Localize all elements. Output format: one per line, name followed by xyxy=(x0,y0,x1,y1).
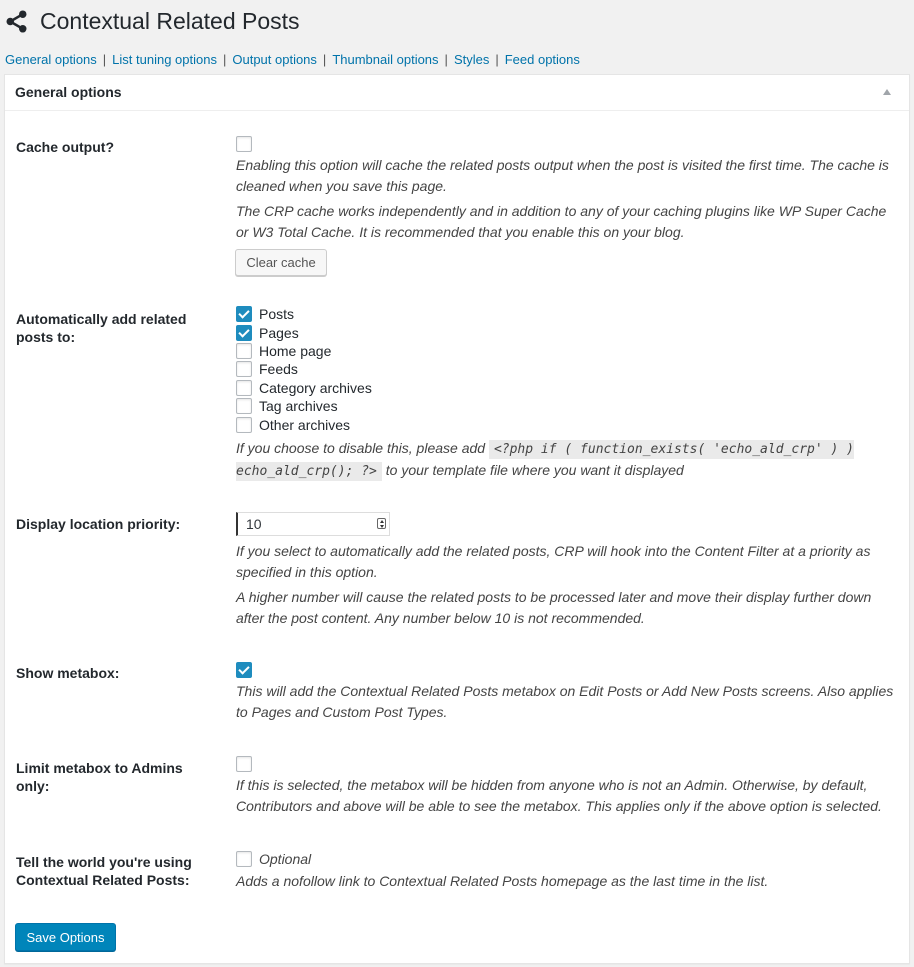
add-to-category-archives-checkbox[interactable] xyxy=(236,380,252,396)
add-to-feeds-checkbox[interactable] xyxy=(236,361,252,377)
cache-independence-description: The CRP cache works independently and in addition to any of your caching plugins like WP Super Cache or W3 Total Cache. It is recommended that you enable this on your blog. xyxy=(236,203,887,240)
tab-separator: | xyxy=(495,52,499,67)
page-title: Contextual Related Posts xyxy=(40,8,300,34)
tab-general-options[interactable]: General options xyxy=(5,52,97,67)
panel-header[interactable] xyxy=(5,75,909,111)
priority-higher-number-description: A higher number will cause the related posts to be processed later and move their display further down after the post content. Any number below 10 is not recommended. xyxy=(236,589,872,626)
tab-separator: | xyxy=(102,52,107,67)
tab-list-tuning-options[interactable]: List tuning options xyxy=(112,52,217,67)
tab-separator: | xyxy=(444,52,448,67)
add-to-pages-checkbox[interactable] xyxy=(236,325,252,341)
tab-separator: | xyxy=(222,52,227,67)
show-metabox-description: This will add the Contextual Related Posts metabox on Edit Posts or Add New Posts screens. Also applies to Pages and Custom Post Types. xyxy=(236,683,894,720)
tab-separator: | xyxy=(322,52,327,67)
tab-output-options[interactable]: Output options xyxy=(232,52,317,67)
priority-label: Display location priority: xyxy=(16,516,181,532)
limit-metabox-checkbox[interactable] xyxy=(236,756,252,772)
cache-output-checkbox[interactable] xyxy=(236,136,252,152)
add-to-feeds-label: Feeds xyxy=(259,361,298,377)
tab-thumbnail-options[interactable]: Thumbnail options xyxy=(332,52,439,67)
auto-add-desc-after: to your template file where you want it displayed xyxy=(385,462,684,478)
add-to-posts-checkbox[interactable] xyxy=(236,306,252,322)
add-to-category-archives-label: Category archives xyxy=(259,380,372,396)
settings-tab-nav xyxy=(5,52,580,67)
show-metabox-checkbox[interactable] xyxy=(236,662,252,678)
add-to-home-page-label: Home page xyxy=(259,343,332,359)
tab-feed-options[interactable]: Feed options xyxy=(504,52,580,67)
tell-world-description: Adds a nofollow link to Contextual Related Posts homepage as the last time in the list. xyxy=(236,873,769,889)
general-options-panel xyxy=(4,74,910,964)
auto-add-desc-before: If you choose to disable this, please add xyxy=(236,440,486,456)
cache-output-label: Cache output? xyxy=(16,139,114,155)
priority-number-input[interactable] xyxy=(236,512,390,536)
priority-description: If you select to automatically add the related posts, CRP will hook into the Content Filter at a priority as specified in this option. xyxy=(236,543,871,580)
save-options-button[interactable]: Save Options xyxy=(15,923,116,951)
show-metabox-label: Show metabox: xyxy=(16,665,120,681)
add-to-pages-label: Pages xyxy=(259,325,299,341)
share-icon xyxy=(4,9,29,34)
auto-add-description xyxy=(236,438,876,482)
limit-metabox-label: Limit metabox to Admins only: xyxy=(16,760,183,794)
limit-metabox-description: If this is selected, the metabox will be hidden from anyone who is not an Admin. Otherwise, by default, Contributors and above will be able to see the metabox. This applies only if the above option is selected. xyxy=(236,777,882,814)
page-header xyxy=(4,4,300,38)
tell-world-label: Tell the world you're using Contextual Related Posts: xyxy=(16,854,192,888)
add-to-other-archives-checkbox[interactable] xyxy=(236,417,252,433)
panel-title: General options xyxy=(15,84,122,100)
clear-cache-button[interactable]: Clear cache xyxy=(235,249,327,276)
tab-styles[interactable]: Styles xyxy=(453,52,490,67)
tell-world-checkbox[interactable] xyxy=(236,851,252,867)
optional-label: Optional xyxy=(259,851,312,867)
cache-output-description: Enabling this option will cache the related posts output when the post is visited the first time. The cache is cleaned when you save this page. xyxy=(236,157,889,194)
auto-add-label: Automatically add related posts to: xyxy=(16,311,187,345)
add-to-tag-archives-label: Tag archives xyxy=(259,398,338,414)
add-to-posts-label: Posts xyxy=(259,306,295,322)
number-spinner-icon[interactable] xyxy=(377,518,386,529)
add-to-tag-archives-checkbox[interactable] xyxy=(236,398,252,414)
template-code-snippet: <?php if ( function_exists( 'echo_ald_crp' ) ) echo_ald_crp(); ?> xyxy=(236,442,854,479)
add-to-home-page-checkbox[interactable] xyxy=(236,343,252,359)
collapse-arrow-icon[interactable] xyxy=(883,89,891,95)
add-to-other-archives-label: Other archives xyxy=(259,417,351,433)
